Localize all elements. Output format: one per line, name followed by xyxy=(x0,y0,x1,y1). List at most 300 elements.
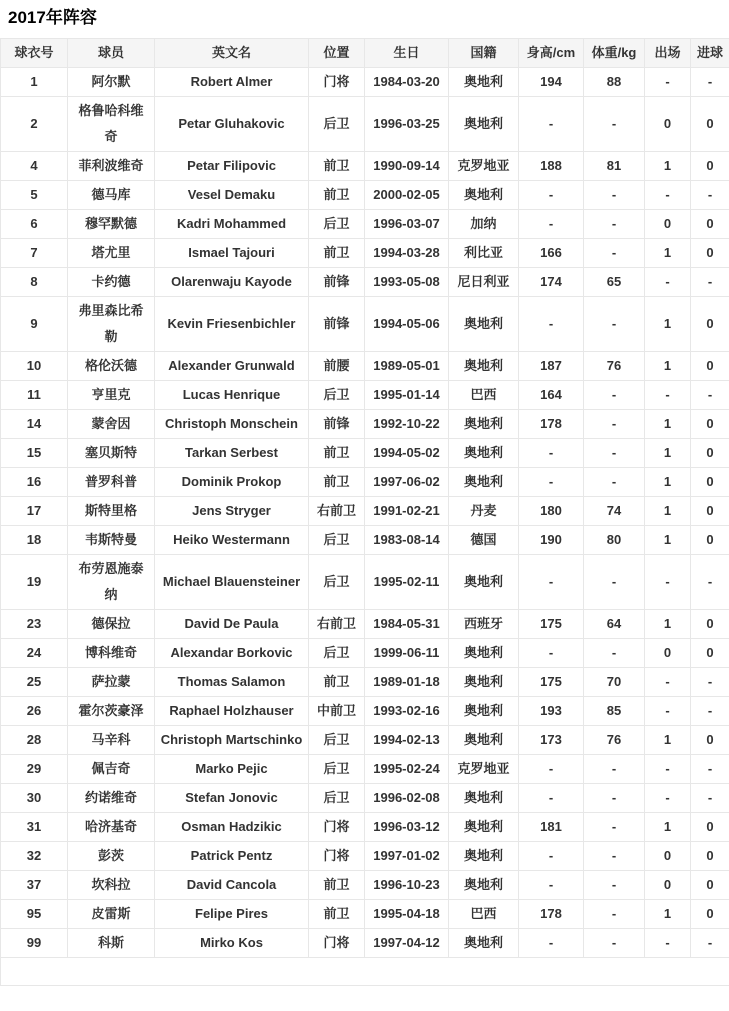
cell-weight: - xyxy=(584,439,645,468)
table-row xyxy=(1,610,729,639)
cell-jersey-number: 31 xyxy=(1,813,68,842)
cell-nationality: 利比亚 xyxy=(449,239,519,268)
cell-player-name-en: Felipe Pires xyxy=(155,900,309,929)
cell-height: 175 xyxy=(519,610,584,639)
table-row xyxy=(1,555,729,610)
cell-jersey-number: 18 xyxy=(1,526,68,555)
cell-appearances: 1 xyxy=(645,439,691,468)
cell-jersey-number: 30 xyxy=(1,784,68,813)
cell-jersey-number: 7 xyxy=(1,239,68,268)
cell-player-name-en: Lucas Henrique xyxy=(155,381,309,410)
cell-position: 后卫 xyxy=(309,555,365,610)
cell-player-name-cn: 佩吉奇 xyxy=(68,755,155,784)
cell-jersey-number: 95 xyxy=(1,900,68,929)
cell-height: - xyxy=(519,210,584,239)
cell-goals: - xyxy=(691,268,729,297)
cell-position: 前锋 xyxy=(309,297,365,352)
cell-nationality: 奥地利 xyxy=(449,352,519,381)
cell-weight: - xyxy=(584,842,645,871)
cell-nationality: 奥地利 xyxy=(449,181,519,210)
cell-player-name-en: Jens Stryger xyxy=(155,497,309,526)
cell-weight: 88 xyxy=(584,68,645,97)
cell-goals: 0 xyxy=(691,210,729,239)
cell-position: 前腰 xyxy=(309,352,365,381)
table-row xyxy=(1,497,729,526)
cell-height: 174 xyxy=(519,268,584,297)
table-row xyxy=(1,871,729,900)
cell-position: 后卫 xyxy=(309,97,365,152)
cell-jersey-number: 37 xyxy=(1,871,68,900)
table-row xyxy=(1,468,729,497)
cell-weight: - xyxy=(584,97,645,152)
table-row xyxy=(1,152,729,181)
cell-birthday: 1995-01-14 xyxy=(365,381,449,410)
cell-position: 门将 xyxy=(309,929,365,958)
cell-weight: - xyxy=(584,555,645,610)
cell-position: 右前卫 xyxy=(309,610,365,639)
cell-player-name-en: Mirko Kos xyxy=(155,929,309,958)
cell-goals: 0 xyxy=(691,497,729,526)
cell-appearances: 0 xyxy=(645,842,691,871)
cell-nationality: 奥地利 xyxy=(449,297,519,352)
cell-nationality: 奥地利 xyxy=(449,929,519,958)
cell-height: - xyxy=(519,439,584,468)
table-row xyxy=(1,352,729,381)
cell-goals: - xyxy=(691,555,729,610)
cell-birthday: 1995-02-11 xyxy=(365,555,449,610)
cell-nationality: 尼日利亚 xyxy=(449,268,519,297)
cell-nationality: 奥地利 xyxy=(449,468,519,497)
cell-height: 180 xyxy=(519,497,584,526)
cell-appearances: 0 xyxy=(645,210,691,239)
cell-height: 181 xyxy=(519,813,584,842)
cell-goals: - xyxy=(691,668,729,697)
roster-table-head xyxy=(1,39,729,68)
table-row xyxy=(1,268,729,297)
cell-position: 前卫 xyxy=(309,468,365,497)
cell-appearances: - xyxy=(645,381,691,410)
cell-birthday: 1984-03-20 xyxy=(365,68,449,97)
cell-player-name-en: Christoph Martschinko xyxy=(155,726,309,755)
cell-player-name-cn: 格鲁哈科维奇 xyxy=(68,97,155,152)
cell-nationality: 奥地利 xyxy=(449,97,519,152)
cell-height: 188 xyxy=(519,152,584,181)
page-title: 2017年阵容 xyxy=(8,8,97,27)
cell-player-name-en: Heiko Westermann xyxy=(155,526,309,555)
cell-player-name-cn: 韦斯特曼 xyxy=(68,526,155,555)
cell-position: 中前卫 xyxy=(309,697,365,726)
cell-goals: 0 xyxy=(691,352,729,381)
cell-jersey-number: 2 xyxy=(1,97,68,152)
cell-appearances: 1 xyxy=(645,152,691,181)
cell-goals: 0 xyxy=(691,297,729,352)
footer-empty-row xyxy=(1,958,729,986)
cell-position: 门将 xyxy=(309,813,365,842)
cell-player-name-cn: 坎科拉 xyxy=(68,871,155,900)
cell-nationality: 奥地利 xyxy=(449,439,519,468)
cell-appearances: 1 xyxy=(645,410,691,439)
cell-weight: 80 xyxy=(584,526,645,555)
cell-position: 后卫 xyxy=(309,526,365,555)
cell-appearances: 0 xyxy=(645,97,691,152)
cell-player-name-cn: 穆罕默德 xyxy=(68,210,155,239)
cell-nationality: 巴西 xyxy=(449,900,519,929)
cell-height: - xyxy=(519,555,584,610)
cell-nationality: 加纳 xyxy=(449,210,519,239)
column-header-player-name-cn: 球员 xyxy=(68,39,155,68)
cell-birthday: 1995-02-24 xyxy=(365,755,449,784)
cell-appearances: - xyxy=(645,268,691,297)
cell-appearances: - xyxy=(645,697,691,726)
cell-player-name-cn: 哈济基奇 xyxy=(68,813,155,842)
cell-birthday: 1993-02-16 xyxy=(365,697,449,726)
cell-height: - xyxy=(519,639,584,668)
cell-appearances: 1 xyxy=(645,468,691,497)
cell-birthday: 1991-02-21 xyxy=(365,497,449,526)
cell-appearances: 1 xyxy=(645,352,691,381)
cell-goals: 0 xyxy=(691,610,729,639)
cell-appearances: 1 xyxy=(645,526,691,555)
cell-player-name-cn: 约诺维奇 xyxy=(68,784,155,813)
cell-player-name-en: Stefan Jonovic xyxy=(155,784,309,813)
table-row xyxy=(1,639,729,668)
cell-position: 后卫 xyxy=(309,784,365,813)
table-row xyxy=(1,410,729,439)
table-row xyxy=(1,784,729,813)
cell-position: 后卫 xyxy=(309,639,365,668)
cell-height: - xyxy=(519,871,584,900)
cell-jersey-number: 26 xyxy=(1,697,68,726)
cell-weight: - xyxy=(584,381,645,410)
cell-player-name-en: Alexandar Borkovic xyxy=(155,639,309,668)
cell-weight: - xyxy=(584,755,645,784)
cell-nationality: 克罗地亚 xyxy=(449,755,519,784)
cell-position: 门将 xyxy=(309,68,365,97)
cell-position: 前锋 xyxy=(309,268,365,297)
cell-goals: 0 xyxy=(691,726,729,755)
cell-nationality: 奥地利 xyxy=(449,668,519,697)
cell-position: 前卫 xyxy=(309,439,365,468)
cell-player-name-en: Olarenwaju Kayode xyxy=(155,268,309,297)
cell-jersey-number: 4 xyxy=(1,152,68,181)
cell-jersey-number: 99 xyxy=(1,929,68,958)
cell-goals: - xyxy=(691,381,729,410)
cell-player-name-cn: 德保拉 xyxy=(68,610,155,639)
cell-nationality: 西班牙 xyxy=(449,610,519,639)
cell-weight: 64 xyxy=(584,610,645,639)
cell-player-name-cn: 塞贝斯特 xyxy=(68,439,155,468)
column-header-player-name-en: 英文名 xyxy=(155,39,309,68)
cell-appearances: - xyxy=(645,784,691,813)
cell-jersey-number: 19 xyxy=(1,555,68,610)
cell-jersey-number: 10 xyxy=(1,352,68,381)
table-row xyxy=(1,813,729,842)
cell-position: 右前卫 xyxy=(309,497,365,526)
cell-weight: - xyxy=(584,813,645,842)
cell-player-name-en: Thomas Salamon xyxy=(155,668,309,697)
cell-player-name-en: David Cancola xyxy=(155,871,309,900)
cell-birthday: 1990-09-14 xyxy=(365,152,449,181)
cell-jersey-number: 23 xyxy=(1,610,68,639)
table-row xyxy=(1,210,729,239)
cell-player-name-cn: 弗里森比希勒 xyxy=(68,297,155,352)
cell-weight: - xyxy=(584,639,645,668)
cell-goals: 0 xyxy=(691,468,729,497)
cell-birthday: 1989-05-01 xyxy=(365,352,449,381)
cell-weight: 85 xyxy=(584,697,645,726)
table-row xyxy=(1,526,729,555)
cell-jersey-number: 24 xyxy=(1,639,68,668)
cell-nationality: 奥地利 xyxy=(449,726,519,755)
cell-player-name-cn: 马辛科 xyxy=(68,726,155,755)
cell-nationality: 奥地利 xyxy=(449,697,519,726)
cell-birthday: 1994-05-06 xyxy=(365,297,449,352)
cell-birthday: 1994-02-13 xyxy=(365,726,449,755)
cell-position: 前卫 xyxy=(309,900,365,929)
roster-table xyxy=(0,38,729,986)
cell-player-name-en: Raphael Holzhauser xyxy=(155,697,309,726)
cell-weight: - xyxy=(584,929,645,958)
cell-goals: 0 xyxy=(691,439,729,468)
table-row xyxy=(1,381,729,410)
table-row xyxy=(1,97,729,152)
cell-goals: 0 xyxy=(691,842,729,871)
cell-appearances: 0 xyxy=(645,639,691,668)
cell-jersey-number: 11 xyxy=(1,381,68,410)
cell-height: 193 xyxy=(519,697,584,726)
cell-height: 175 xyxy=(519,668,584,697)
cell-player-name-cn: 菲利波维奇 xyxy=(68,152,155,181)
cell-height: 194 xyxy=(519,68,584,97)
cell-player-name-cn: 塔尤里 xyxy=(68,239,155,268)
cell-birthday: 1994-05-02 xyxy=(365,439,449,468)
cell-jersey-number: 8 xyxy=(1,268,68,297)
cell-weight: 70 xyxy=(584,668,645,697)
table-row xyxy=(1,439,729,468)
table-row xyxy=(1,755,729,784)
cell-jersey-number: 6 xyxy=(1,210,68,239)
cell-birthday: 1993-05-08 xyxy=(365,268,449,297)
cell-player-name-cn: 格伦沃德 xyxy=(68,352,155,381)
cell-birthday: 1996-10-23 xyxy=(365,871,449,900)
cell-nationality: 克罗地亚 xyxy=(449,152,519,181)
cell-weight: 81 xyxy=(584,152,645,181)
table-row xyxy=(1,726,729,755)
cell-weight: 76 xyxy=(584,352,645,381)
cell-height: - xyxy=(519,784,584,813)
cell-nationality: 奥地利 xyxy=(449,784,519,813)
cell-weight: - xyxy=(584,871,645,900)
cell-player-name-en: Vesel Demaku xyxy=(155,181,309,210)
cell-weight: 74 xyxy=(584,497,645,526)
cell-jersey-number: 14 xyxy=(1,410,68,439)
cell-goals: 0 xyxy=(691,152,729,181)
cell-appearances: 1 xyxy=(645,900,691,929)
column-header-appearances: 出场 xyxy=(645,39,691,68)
table-row xyxy=(1,668,729,697)
cell-player-name-cn: 彭茨 xyxy=(68,842,155,871)
cell-player-name-cn: 布劳恩施泰纳 xyxy=(68,555,155,610)
cell-goals: 0 xyxy=(691,526,729,555)
cell-nationality: 巴西 xyxy=(449,381,519,410)
cell-goals: - xyxy=(691,929,729,958)
cell-birthday: 1989-01-18 xyxy=(365,668,449,697)
cell-player-name-cn: 卡约德 xyxy=(68,268,155,297)
cell-player-name-cn: 科斯 xyxy=(68,929,155,958)
cell-weight: - xyxy=(584,784,645,813)
cell-birthday: 1996-03-07 xyxy=(365,210,449,239)
table-row xyxy=(1,181,729,210)
cell-player-name-cn: 德马库 xyxy=(68,181,155,210)
cell-birthday: 1997-04-12 xyxy=(365,929,449,958)
cell-appearances: - xyxy=(645,555,691,610)
cell-jersey-number: 15 xyxy=(1,439,68,468)
cell-weight: 65 xyxy=(584,268,645,297)
cell-goals: 0 xyxy=(691,871,729,900)
cell-goals: - xyxy=(691,68,729,97)
cell-weight: 76 xyxy=(584,726,645,755)
cell-height: - xyxy=(519,297,584,352)
cell-jersey-number: 25 xyxy=(1,668,68,697)
cell-goals: 0 xyxy=(691,97,729,152)
cell-height: 178 xyxy=(519,900,584,929)
cell-player-name-en: Petar Gluhakovic xyxy=(155,97,309,152)
table-row xyxy=(1,297,729,352)
cell-appearances: - xyxy=(645,181,691,210)
cell-position: 前卫 xyxy=(309,871,365,900)
header-row xyxy=(1,39,729,68)
cell-player-name-en: Alexander Grunwald xyxy=(155,352,309,381)
cell-height: 173 xyxy=(519,726,584,755)
cell-goals: 0 xyxy=(691,410,729,439)
cell-jersey-number: 1 xyxy=(1,68,68,97)
column-header-nationality: 国籍 xyxy=(449,39,519,68)
cell-player-name-en: Ismael Tajouri xyxy=(155,239,309,268)
table-row xyxy=(1,929,729,958)
cell-jersey-number: 28 xyxy=(1,726,68,755)
cell-appearances: - xyxy=(645,929,691,958)
cell-appearances: - xyxy=(645,668,691,697)
cell-goals: 0 xyxy=(691,239,729,268)
table-row xyxy=(1,900,729,929)
cell-player-name-cn: 萨拉蒙 xyxy=(68,668,155,697)
cell-player-name-cn: 斯特里格 xyxy=(68,497,155,526)
cell-birthday: 1997-01-02 xyxy=(365,842,449,871)
cell-position: 前卫 xyxy=(309,181,365,210)
cell-player-name-cn: 普罗科普 xyxy=(68,468,155,497)
cell-player-name-en: Dominik Prokop xyxy=(155,468,309,497)
cell-height: - xyxy=(519,929,584,958)
cell-player-name-en: Patrick Pentz xyxy=(155,842,309,871)
cell-appearances: 1 xyxy=(645,239,691,268)
cell-position: 后卫 xyxy=(309,381,365,410)
cell-appearances: - xyxy=(645,755,691,784)
cell-birthday: 1994-03-28 xyxy=(365,239,449,268)
cell-nationality: 奥地利 xyxy=(449,842,519,871)
cell-position: 门将 xyxy=(309,842,365,871)
cell-height: 164 xyxy=(519,381,584,410)
cell-appearances: 1 xyxy=(645,297,691,352)
cell-goals: - xyxy=(691,181,729,210)
cell-player-name-cn: 博科维奇 xyxy=(68,639,155,668)
cell-goals: 0 xyxy=(691,900,729,929)
cell-player-name-cn: 蒙舍因 xyxy=(68,410,155,439)
cell-nationality: 丹麦 xyxy=(449,497,519,526)
cell-appearances: 1 xyxy=(645,813,691,842)
cell-player-name-cn: 皮雷斯 xyxy=(68,900,155,929)
cell-position: 前卫 xyxy=(309,668,365,697)
cell-nationality: 奥地利 xyxy=(449,871,519,900)
cell-position: 后卫 xyxy=(309,726,365,755)
cell-jersey-number: 16 xyxy=(1,468,68,497)
cell-appearances: 1 xyxy=(645,497,691,526)
cell-appearances: - xyxy=(645,68,691,97)
cell-height: - xyxy=(519,842,584,871)
cell-nationality: 奥地利 xyxy=(449,68,519,97)
table-row xyxy=(1,68,729,97)
cell-height: - xyxy=(519,755,584,784)
footer-empty-cell xyxy=(1,958,729,986)
cell-goals: - xyxy=(691,697,729,726)
cell-appearances: 0 xyxy=(645,871,691,900)
cell-player-name-en: Michael Blauensteiner xyxy=(155,555,309,610)
cell-nationality: 奥地利 xyxy=(449,639,519,668)
table-row xyxy=(1,842,729,871)
roster-body xyxy=(1,68,729,958)
cell-weight: - xyxy=(584,210,645,239)
cell-goals: - xyxy=(691,755,729,784)
cell-birthday: 2000-02-05 xyxy=(365,181,449,210)
cell-position: 前卫 xyxy=(309,152,365,181)
cell-jersey-number: 29 xyxy=(1,755,68,784)
column-header-height: 身高/cm xyxy=(519,39,584,68)
cell-nationality: 奥地利 xyxy=(449,555,519,610)
cell-weight: - xyxy=(584,181,645,210)
cell-birthday: 1996-03-12 xyxy=(365,813,449,842)
cell-birthday: 1983-08-14 xyxy=(365,526,449,555)
cell-nationality: 德国 xyxy=(449,526,519,555)
column-header-jersey-number: 球衣号 xyxy=(1,39,68,68)
cell-birthday: 1996-03-25 xyxy=(365,97,449,152)
cell-jersey-number: 9 xyxy=(1,297,68,352)
cell-position: 前卫 xyxy=(309,239,365,268)
cell-appearances: 1 xyxy=(645,610,691,639)
cell-position: 前锋 xyxy=(309,410,365,439)
cell-height: 187 xyxy=(519,352,584,381)
cell-goals: - xyxy=(691,784,729,813)
cell-player-name-cn: 霍尔茨豪泽 xyxy=(68,697,155,726)
cell-player-name-en: Tarkan Serbest xyxy=(155,439,309,468)
cell-player-name-en: Christoph Monschein xyxy=(155,410,309,439)
cell-height: 190 xyxy=(519,526,584,555)
cell-birthday: 1999-06-11 xyxy=(365,639,449,668)
cell-weight: - xyxy=(584,297,645,352)
cell-player-name-en: Robert Almer xyxy=(155,68,309,97)
table-row xyxy=(1,239,729,268)
column-header-position: 位置 xyxy=(309,39,365,68)
cell-player-name-cn: 亨里克 xyxy=(68,381,155,410)
cell-height: 166 xyxy=(519,239,584,268)
roster-table-foot xyxy=(1,958,729,986)
cell-jersey-number: 32 xyxy=(1,842,68,871)
cell-weight: - xyxy=(584,239,645,268)
cell-jersey-number: 5 xyxy=(1,181,68,210)
cell-position: 后卫 xyxy=(309,755,365,784)
cell-player-name-en: Marko Pejic xyxy=(155,755,309,784)
cell-height: - xyxy=(519,468,584,497)
cell-height: - xyxy=(519,181,584,210)
cell-goals: 0 xyxy=(691,813,729,842)
